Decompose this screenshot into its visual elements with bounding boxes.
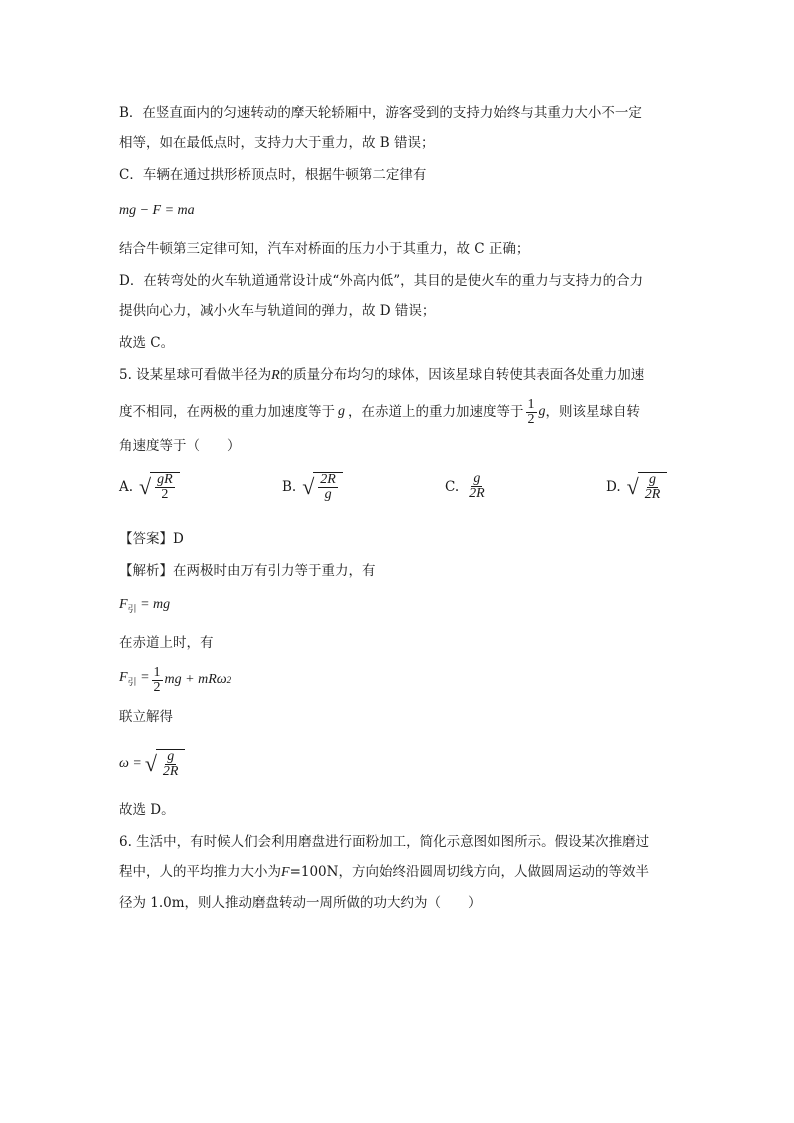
- question-5-line-2: 度不相同，在两极的重力加速度等于 g ，在赤道上的重力加速度等于 $\frac{1}{2}$ g ，则该星球自转: [119, 396, 640, 427]
- equator-formula: $F_引$ = $\frac{1}{2}$ mg + mRω 2: [119, 664, 232, 695]
- question-5-line-1: 5. 设某星球可看做半径为R的质量分布均匀的球体，因该星球自转使其表面各处重力加速: [119, 367, 645, 383]
- sqrt-expression: √ $\frac{g}{2R}$: [627, 472, 668, 502]
- option-d[interactable]: D. √ $\frac{g}{2R}$: [606, 472, 667, 502]
- half-fraction: $\frac{1}{2}$: [527, 396, 535, 427]
- question-5-line-3: 角速度等于（ ）: [119, 438, 241, 454]
- answer-label: 【答案】: [119, 531, 173, 547]
- option-c-line-2: 结合牛顿第三定律可知，汽车对桥面的压力小于其重力，故 C 正确；: [119, 241, 530, 257]
- option-c[interactable]: C. $\frac{g}{2R}$: [445, 471, 485, 501]
- newton-second-law-formula: mg − F = ma: [119, 203, 195, 218]
- analysis-line: 【解析】在两极时由万有引力等于重力，有: [119, 563, 376, 579]
- option-a[interactable]: A. √ $\frac{gR}{2}$: [119, 472, 180, 502]
- equator-line: 在赤道上时，有: [119, 635, 214, 651]
- option-b-line-2: 相等，如在最低点时，支持力大于重力，故 B 错误；: [119, 135, 435, 151]
- option-b-line-1: B．在竖直面内的匀速转动的摩天轮轿厢中，游客受到的支持力始终与其重力大小不一定: [119, 105, 642, 121]
- answer-value: D: [173, 531, 184, 547]
- gravity-equals-weight-formula: $F_引$ = mg: [119, 597, 171, 614]
- omega-result-formula: ω = √ $\frac{g}{2R}$: [119, 742, 185, 786]
- fraction-expression: $\frac{g}{2R}$: [469, 471, 485, 501]
- sqrt-expression: √ $\frac{2R}{g}$: [302, 472, 343, 502]
- question-6-line-3: 径为 1.0m，则人推动磨盘转动一周所做的功大约为（ ）: [119, 895, 482, 911]
- option-d-line-1: D．在转弯处的火车轨道通常设计成“外高内低”，其目的是使火车的重力与支持力的合力: [119, 273, 644, 289]
- choose-c: 故选 C。: [119, 335, 175, 351]
- combine-line: 联立解得: [119, 709, 173, 725]
- option-c-line-1: C．车辆在通过拱形桥顶点时，根据牛顿第二定律有: [119, 167, 427, 183]
- question-6-line-2: 程中，人的平均推力大小为F=100N，方向始终沿圆周切线方向，人做圆周运动的等效半: [119, 864, 649, 880]
- sqrt-expression: √ $\frac{gR}{2}$: [139, 472, 180, 502]
- option-b[interactable]: B. √ $\frac{2R}{g}$: [282, 472, 343, 502]
- choose-d: 故选 D。: [119, 802, 175, 818]
- option-d-line-2: 提供向心力，减小火车与轨道间的弹力，故 D 错误；: [119, 303, 436, 319]
- question-6-line-1: 6. 生活中，有时候人们会利用磨盘进行面粉加工，简化示意图如图所示。假设某次推磨过: [119, 834, 650, 850]
- analysis-label: 【解析】: [119, 563, 173, 579]
- answer-line: [119, 530, 184, 548]
